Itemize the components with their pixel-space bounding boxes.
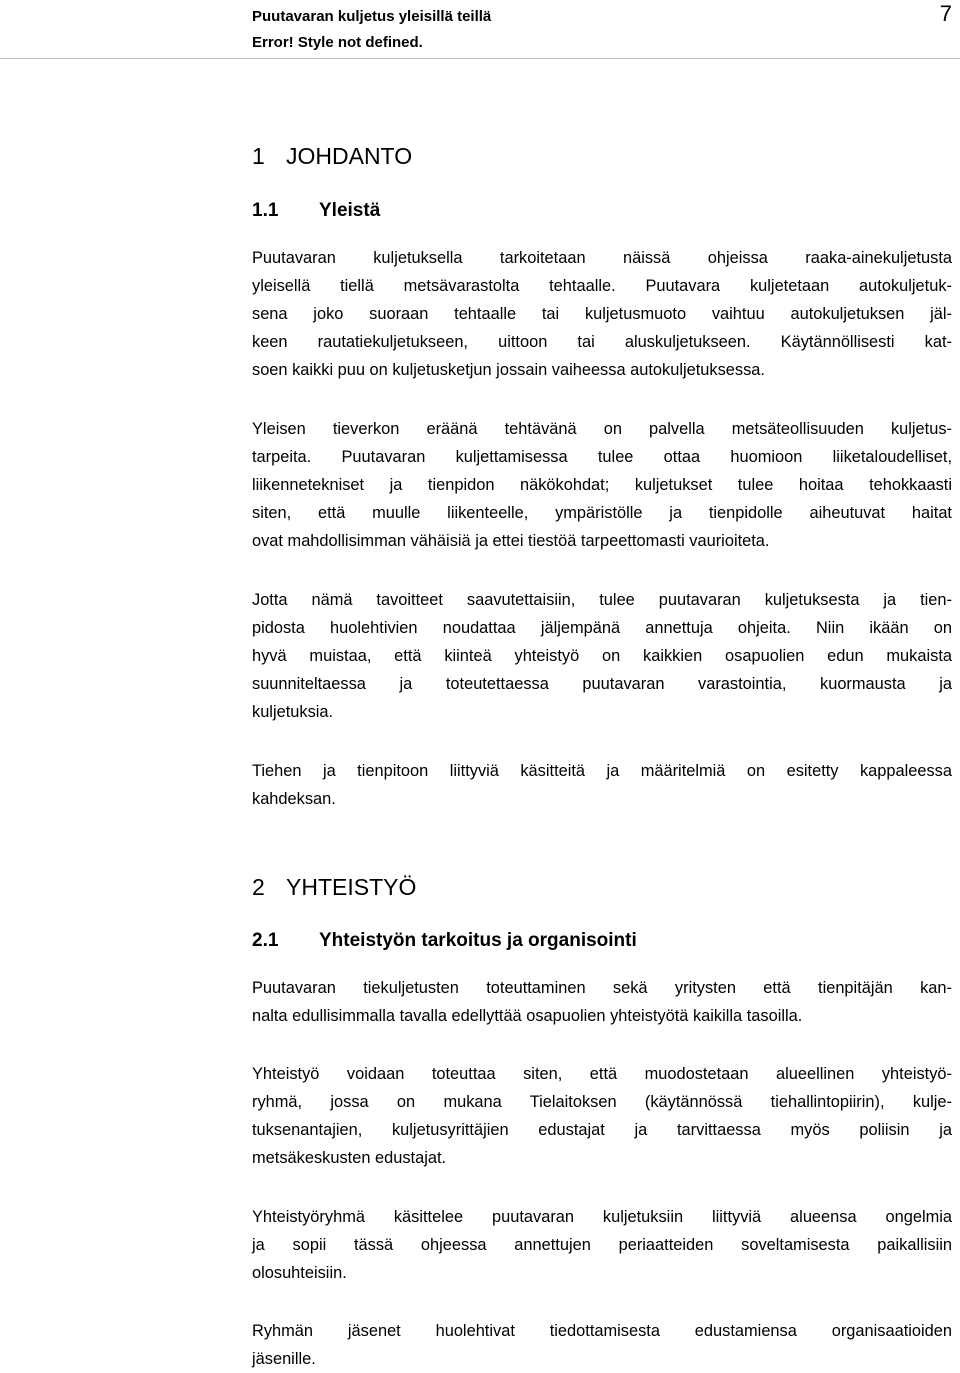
text-line: ryhmä, jossa on mukana Tielaitoksen (käytännössä tiehallintopiirin), kulje- (252, 1093, 952, 1111)
text-line: ja sopii tässä ohjeessa annettujen periaatteiden soveltamisesta paikallisiin (252, 1236, 952, 1254)
text-line: soen kaikki puu on kuljetusketjun jossain vaiheessa autokuljetuksessa. (252, 361, 765, 379)
text-line: hyvä muistaa, että kiinteä yhteistyö on kaikkien osapuolien edun mukaista (252, 647, 952, 665)
paragraph (252, 757, 952, 813)
text-line: Yleisen tieverkon eräänä tehtävänä on palvella metsäteollisuuden kuljetus- (252, 420, 952, 438)
section-title: YHTEISTYÖ (286, 874, 417, 900)
subsection-heading-1-1 (252, 198, 380, 224)
paragraph (252, 1060, 952, 1172)
section-heading-1 (252, 141, 412, 171)
subsection-number: 1.1 (252, 200, 279, 221)
paragraph (252, 974, 952, 1030)
text-line: kuljetuksia. (252, 703, 334, 721)
document-title: Puutavaran kuljetus yleisillä teillä (252, 8, 492, 25)
text-line: liikennetekniset ja tienpidon näkökohdat; kuljetukset tulee hoitaa tehokkaasti (252, 476, 952, 494)
paragraph (252, 1317, 952, 1373)
subsection-title: Yhteistyön tarkoitus ja organisointi (319, 930, 637, 951)
text-line: tuksenantajien, kuljetusyrittäjien edustajat ja tarvittaessa myös poliisin ja (252, 1121, 952, 1139)
text-line: Puutavaran tiekuljetusten toteuttaminen sekä yritysten että tienpitäjän kan- (252, 979, 952, 997)
section-title: JOHDANTO (286, 143, 413, 169)
text-line: sena joko suoraan tehtaalle tai kuljetusmuoto vaihtuu autokuljetuksen jäl- (252, 305, 952, 323)
text-line: Ryhmän jäsenet huolehtivat tiedottamisesta edustamiensa organisaatioiden (252, 1322, 952, 1340)
text-line: Yhteistyö voidaan toteuttaa siten, että muodostetaan alueellinen yhteistyö- (252, 1065, 952, 1083)
text-line: Tiehen ja tienpitoon liittyviä käsitteitä ja määritelmiä on esitetty kappaleessa (252, 762, 952, 780)
subsection-title: Yleistä (319, 200, 381, 221)
section-number: 2 (252, 874, 265, 900)
text-line: Yhteistyöryhmä käsittelee puutavaran kuljetuksiin liittyviä alueensa ongelmia (252, 1208, 952, 1226)
section-number: 1 (252, 143, 265, 169)
text-line: tarpeita. Puutavaran kuljettamisessa tulee ottaa huomioon liiketaloudelliset, (252, 448, 952, 466)
text-line: ovat mahdollisimman vähäisiä ja ettei tiestöä tarpeettomasti vaurioiteta. (252, 532, 770, 550)
subsection-number: 2.1 (252, 930, 279, 951)
text-line: suunniteltaessa ja toteutettaessa puutavaran varastointia, kuormausta ja (252, 675, 952, 693)
text-line: keen rautatiekuljetukseen, uittoon tai aluskuljetukseen. Käytännöllisesti kat- (252, 333, 952, 351)
text-line: nalta edullisimmalla tavalla edellyttää osapuolien yhteistyötä kaikilla tasoilla. (252, 1007, 803, 1025)
paragraph (252, 244, 952, 384)
text-line: jäsenille. (252, 1350, 316, 1368)
text-line: Puutavaran kuljetuksella tarkoitetaan näissä ohjeissa raaka-ainekuljetusta (252, 249, 952, 267)
page-header (252, 1, 952, 60)
text-line: kahdeksan. (252, 790, 336, 808)
text-line: olosuhteisiin. (252, 1264, 347, 1282)
text-line: pidosta huolehtivien noudattaa jäljempänä annettuja ohjeita. Niin ikään on (252, 619, 952, 637)
header-divider (0, 58, 960, 59)
section-heading-2 (252, 872, 416, 902)
subsection-heading-2-1 (252, 928, 637, 954)
paragraph (252, 1203, 952, 1287)
text-line: metsäkeskusten edustajat. (252, 1149, 447, 1167)
text-line: siten, että muulle liikenteelle, ympäristölle ja tienpidolle aiheutuvat haitat (252, 504, 952, 522)
page-number: 7 (939, 1, 952, 26)
paragraph (252, 415, 952, 555)
paragraph (252, 586, 952, 726)
text-line: yleisellä tiellä metsävarastolta tehtaalle. Puutavara kuljetetaan autokuljetuk- (252, 277, 952, 295)
style-error-text: Error! Style not defined. (252, 34, 423, 51)
text-line: Jotta nämä tavoitteet saavutettaisiin, tulee puutavaran kuljetuksesta ja tien- (252, 591, 952, 609)
